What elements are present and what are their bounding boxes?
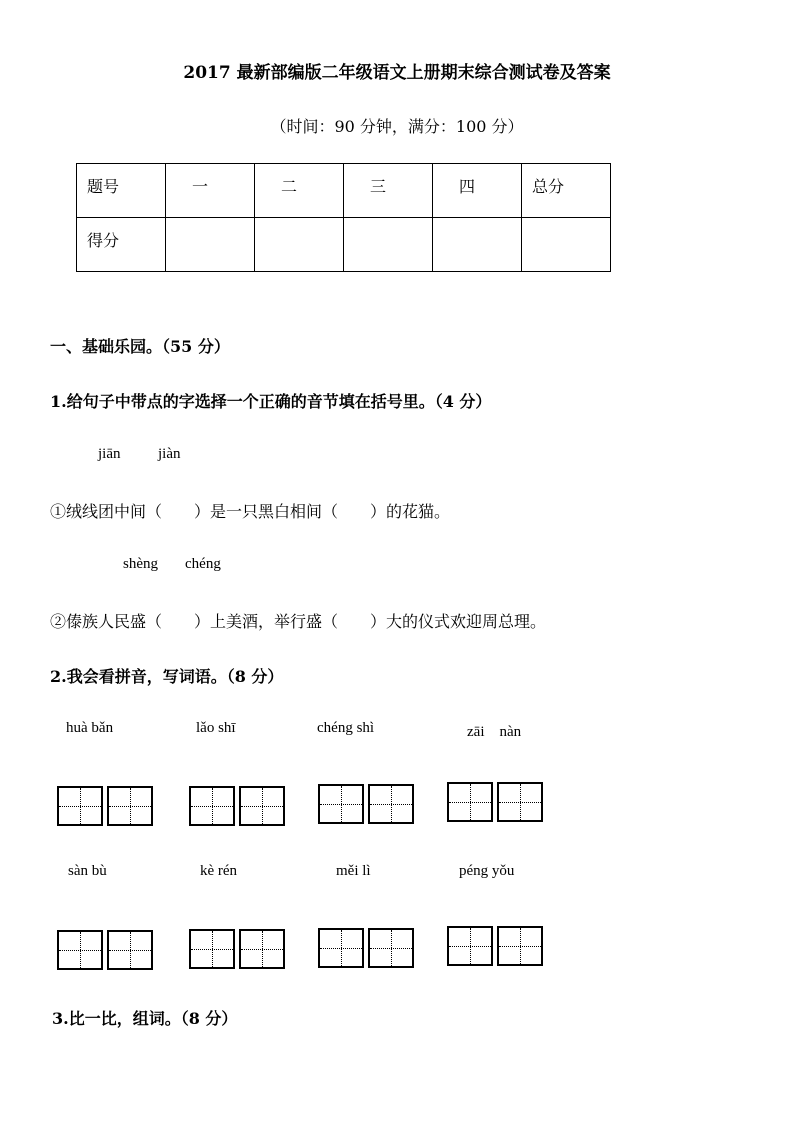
writing-grid-pair xyxy=(447,782,547,822)
table-row xyxy=(77,218,611,272)
writing-grid-pair xyxy=(189,929,289,969)
pinyin-option: jiān xyxy=(98,446,121,462)
writing-box[interactable] xyxy=(239,929,285,969)
pinyin-word: péng yǒu xyxy=(459,863,515,879)
score-cell[interactable] xyxy=(166,218,255,272)
pinyin-word: měi lì xyxy=(336,863,371,879)
writing-box[interactable] xyxy=(107,930,153,970)
writing-box[interactable] xyxy=(368,928,414,968)
header-cell-3: 三 xyxy=(344,164,433,218)
page-title: 2017 最新部编版二年级语文上册期末综合测试卷及答案 xyxy=(183,63,611,83)
writing-grid-pair xyxy=(447,926,547,966)
score-table xyxy=(76,163,611,272)
pinyin-option: shèng xyxy=(123,556,158,572)
writing-box[interactable] xyxy=(318,928,364,968)
pinyin-word: sàn bù xyxy=(68,863,107,879)
writing-box[interactable] xyxy=(368,784,414,824)
writing-box[interactable] xyxy=(497,782,543,822)
writing-box[interactable] xyxy=(318,784,364,824)
pinyin-option: jiàn xyxy=(158,446,181,462)
score-cell[interactable] xyxy=(433,218,522,272)
writing-box[interactable] xyxy=(189,929,235,969)
score-cell[interactable] xyxy=(255,218,344,272)
question-2-heading: 2.我会看拼音，写词语。（8 分） xyxy=(50,667,284,686)
writing-grid-pair xyxy=(318,928,418,968)
header-cell-2: 二 xyxy=(255,164,344,218)
exam-info: （时间：90 分钟，满分：100 分） xyxy=(270,117,524,136)
writing-box[interactable] xyxy=(57,930,103,970)
pinyin-option: chéng xyxy=(185,556,221,572)
writing-box[interactable] xyxy=(239,786,285,826)
sentence-2: ②傣族人民盛（ ）上美酒，举行盛（ ）大的仪式欢迎周总理。 xyxy=(50,612,547,631)
header-cell-number: 题号 xyxy=(77,164,166,218)
pinyin-word: zāi nàn xyxy=(467,724,522,740)
writing-box[interactable] xyxy=(107,786,153,826)
pinyin-word: huà bǎn xyxy=(66,720,114,736)
header-cell-4: 四 xyxy=(433,164,522,218)
score-cell-total[interactable] xyxy=(522,218,611,272)
writing-box[interactable] xyxy=(189,786,235,826)
writing-box[interactable] xyxy=(447,926,493,966)
writing-grid-pair xyxy=(189,786,289,826)
writing-grid-pair xyxy=(57,786,157,826)
header-cell-total: 总分 xyxy=(522,164,611,218)
writing-box[interactable] xyxy=(57,786,103,826)
section-heading: 一、基础乐园。（55 分） xyxy=(50,337,230,356)
table-row xyxy=(77,164,611,218)
score-cell[interactable] xyxy=(344,218,433,272)
sentence-1: ①绒线团中间（ ）是一只黑白相间（ ）的花猫。 xyxy=(50,502,451,521)
pinyin-word: lǎo shī xyxy=(196,720,236,736)
writing-box[interactable] xyxy=(447,782,493,822)
writing-grid-pair xyxy=(57,930,157,970)
pinyin-word: chéng shì xyxy=(317,720,375,736)
writing-grid-pair xyxy=(318,784,418,824)
question-1-heading: 1.给句子中带点的字选择一个正确的音节填在括号里。（4 分） xyxy=(50,392,492,411)
header-cell-1: 一 xyxy=(166,164,255,218)
writing-box[interactable] xyxy=(497,926,543,966)
row-label-score: 得分 xyxy=(77,218,166,272)
question-3-heading: 3.比一比，组词。（8 分） xyxy=(52,1009,238,1028)
pinyin-word: kè rén xyxy=(200,863,238,879)
